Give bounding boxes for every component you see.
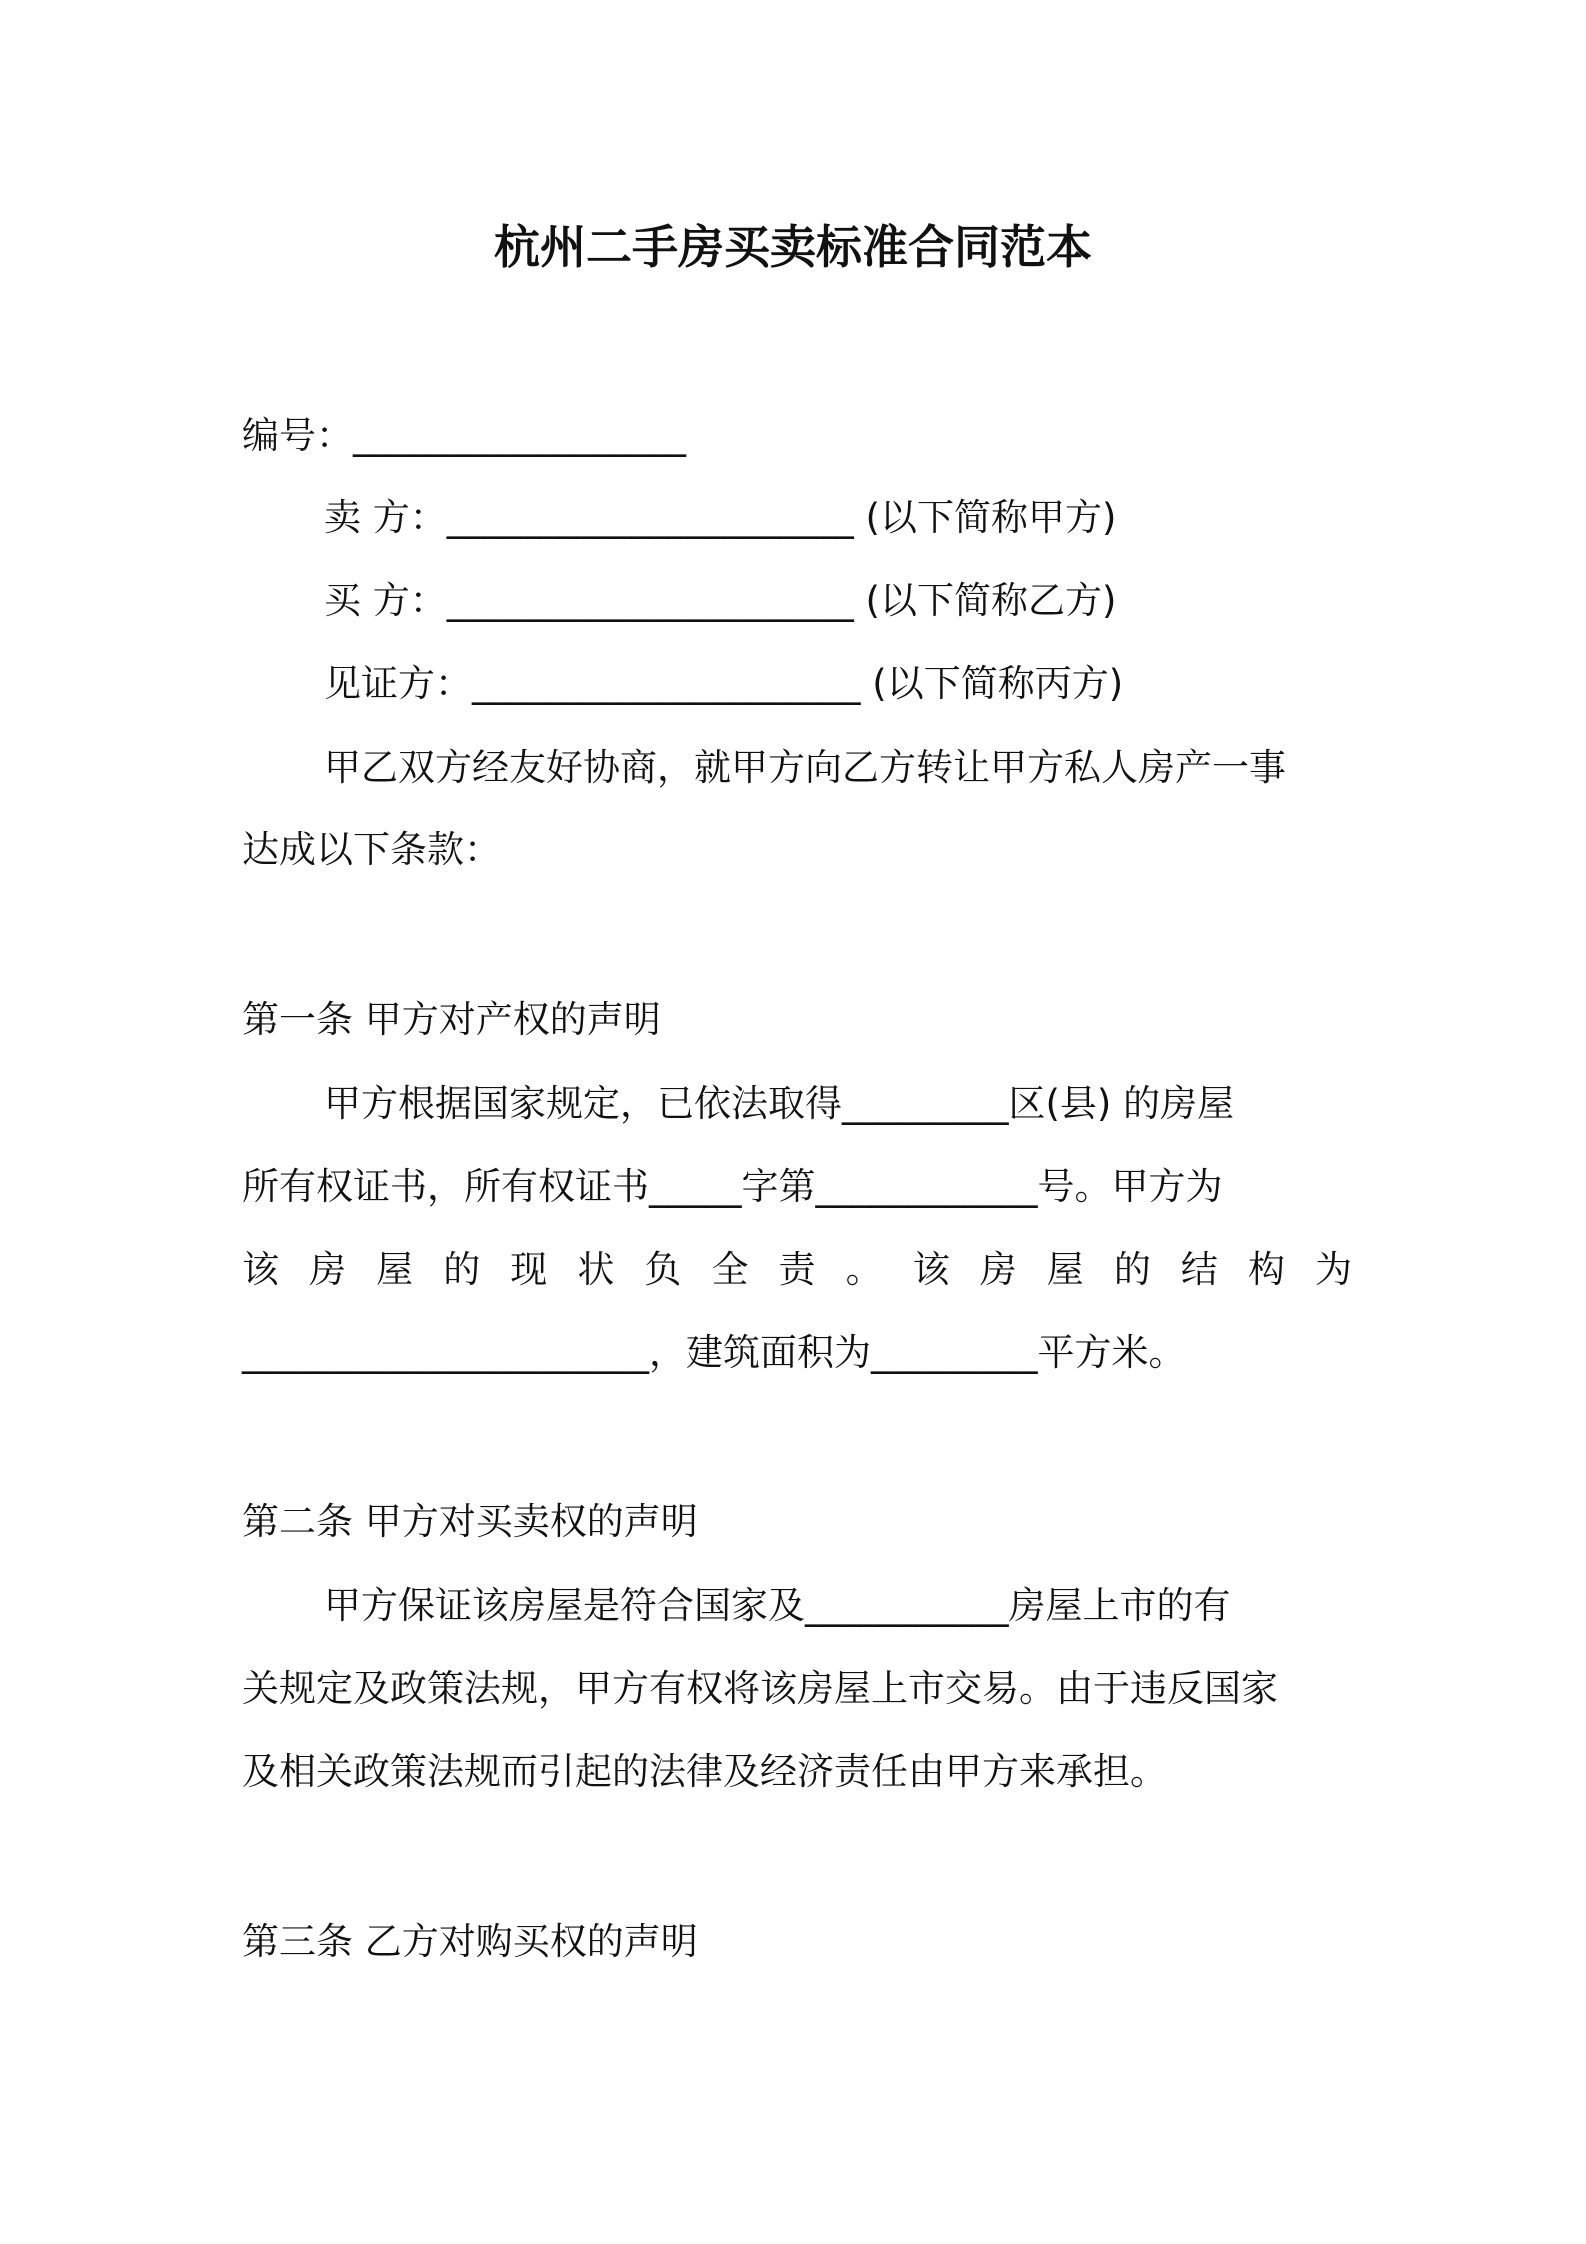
- article-1-line-3-char: 状: [577, 1248, 615, 1291]
- article-1-line-3-char: 为: [1315, 1248, 1352, 1291]
- seller-line: 卖 方：______________________ (以下简称甲方): [324, 496, 1117, 539]
- article-1-line-3-char: 负: [644, 1248, 682, 1291]
- article-1-line-3-char: 责: [778, 1248, 816, 1291]
- article-1-line-3-char: 全: [711, 1248, 749, 1291]
- article-1-line-2: 所有权证书，所有权证书_____字第____________号。甲方为: [242, 1165, 1223, 1208]
- article-1-line-3-char: 屋: [1046, 1248, 1084, 1291]
- article-1-line-3-char: 的: [1113, 1248, 1151, 1291]
- article-1-line-3: [242, 1242, 1352, 1298]
- intro-paragraph-line-2: 达成以下条款：: [242, 828, 501, 871]
- article-1-line-3-char: 。: [845, 1248, 883, 1291]
- article-1-line-3-char: 的: [443, 1248, 481, 1291]
- article-2-line-3: 及相关政策法规而引起的法律及经济责任由甲方来承担。: [242, 1750, 1167, 1793]
- article-1-line-3-char: 该: [242, 1248, 279, 1291]
- article-1-line-3-char: 构: [1247, 1248, 1285, 1291]
- article-1-line-3-char: 该: [912, 1248, 950, 1291]
- article-1-line-4: ______________________，建筑面积为_________平方米。: [242, 1331, 1186, 1374]
- article-2-line-1: 甲方保证该房屋是符合国家及___________房屋上市的有: [324, 1584, 1231, 1627]
- article-3-heading: 第三条 乙方对购买权的声明: [242, 1920, 698, 1963]
- witness-line: 见证方：_____________________ (以下简称丙方): [324, 662, 1124, 705]
- document-title: 杭州二手房买卖标准合同范本: [494, 220, 1092, 274]
- article-1-line-1: 甲方根据国家规定，已依法取得_________区(县) 的房屋: [324, 1082, 1235, 1125]
- contract-number-line: 编号：__________________: [242, 414, 686, 457]
- article-2-line-2: 关规定及政策法规，甲方有权将该房屋上市交易。由于违反国家: [242, 1667, 1278, 1710]
- buyer-line: 买 方：______________________ (以下简称乙方): [324, 579, 1117, 622]
- article-1-line-3-char: 屋: [376, 1248, 414, 1291]
- article-1-line-3-char: 房: [309, 1248, 347, 1291]
- article-1-line-3-char: 现: [510, 1248, 548, 1291]
- article-2-heading: 第二条 甲方对买卖权的声明: [242, 1500, 698, 1543]
- article-1-line-3-char: 房: [979, 1248, 1017, 1291]
- article-1-heading: 第一条 甲方对产权的声明: [242, 998, 661, 1041]
- article-1-line-3-char: 结: [1180, 1248, 1218, 1291]
- intro-paragraph-line-1: 甲乙双方经友好协商，就甲方向乙方转让甲方私人房产一事: [324, 746, 1286, 789]
